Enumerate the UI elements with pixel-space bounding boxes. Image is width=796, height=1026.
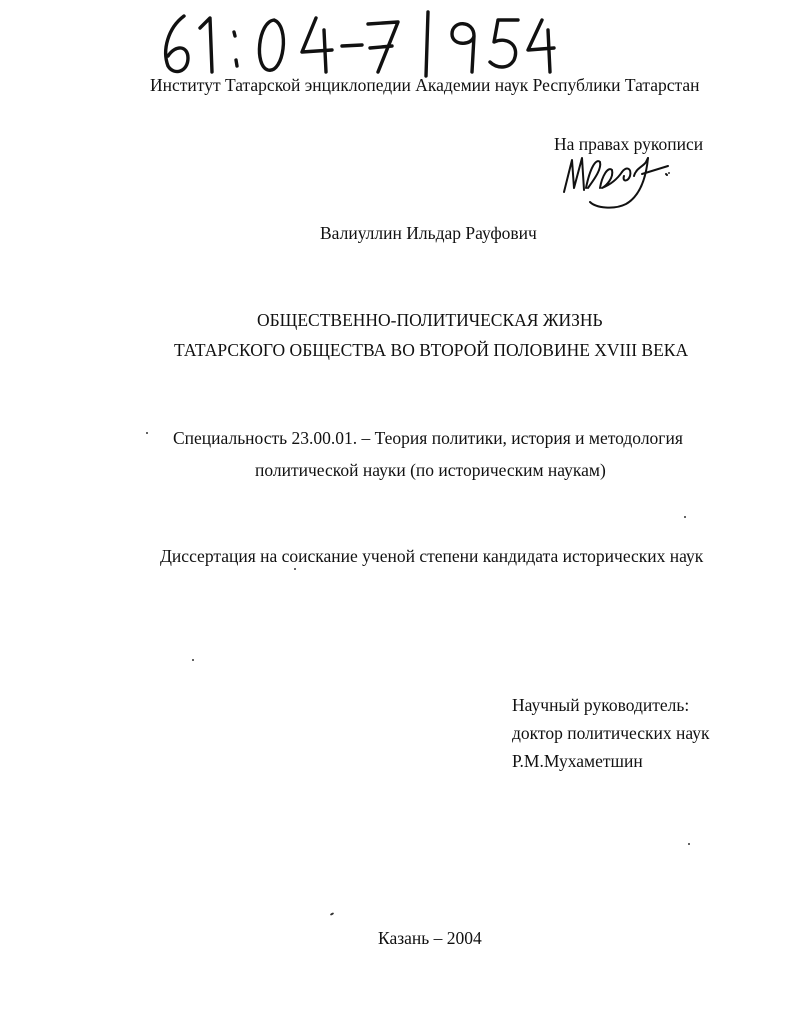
specialty-line-2: политической науки (по историческим наукам) xyxy=(255,460,606,480)
city-and-year: Казань – 2004 xyxy=(378,928,482,948)
scan-speck xyxy=(330,912,334,916)
scan-speck xyxy=(668,172,670,174)
author-name: Валиуллин Ильдар Рауфович xyxy=(320,223,537,243)
signature xyxy=(556,148,676,214)
manuscript-rights-label: На правах рукописи xyxy=(554,134,704,154)
scan-speck xyxy=(192,659,194,661)
supervisor-name: Р.М.Мухаметшин xyxy=(512,751,643,771)
specialty-line-1: Специальность 23.00.01. – Теория политики, история и методология xyxy=(173,428,683,448)
scan-speck xyxy=(294,568,296,570)
handwritten-archive-number xyxy=(156,6,556,78)
institute-name: Институт Татарской энциклопедии Академии наук Республики Татарстан xyxy=(150,75,700,95)
supervisor-label: Научный руководитель: xyxy=(512,695,690,715)
scan-speck xyxy=(146,432,148,434)
scan-speck xyxy=(688,843,690,845)
supervisor-degree: доктор политических наук xyxy=(512,723,710,743)
scan-speck xyxy=(684,516,686,518)
dissertation-title-line-1: ОБЩЕСТВЕННО-ПОЛИТИЧЕСКАЯ ЖИЗНЬ xyxy=(257,310,603,330)
dissertation-degree-statement: Диссертация на соискание ученой степени кандидата исторических наук xyxy=(160,546,704,566)
dissertation-title-line-2: ТАТАРСКОГО ОБЩЕСТВА ВО ВТОРОЙ ПОЛОВИНЕ XVIII ВЕКА xyxy=(174,340,689,360)
